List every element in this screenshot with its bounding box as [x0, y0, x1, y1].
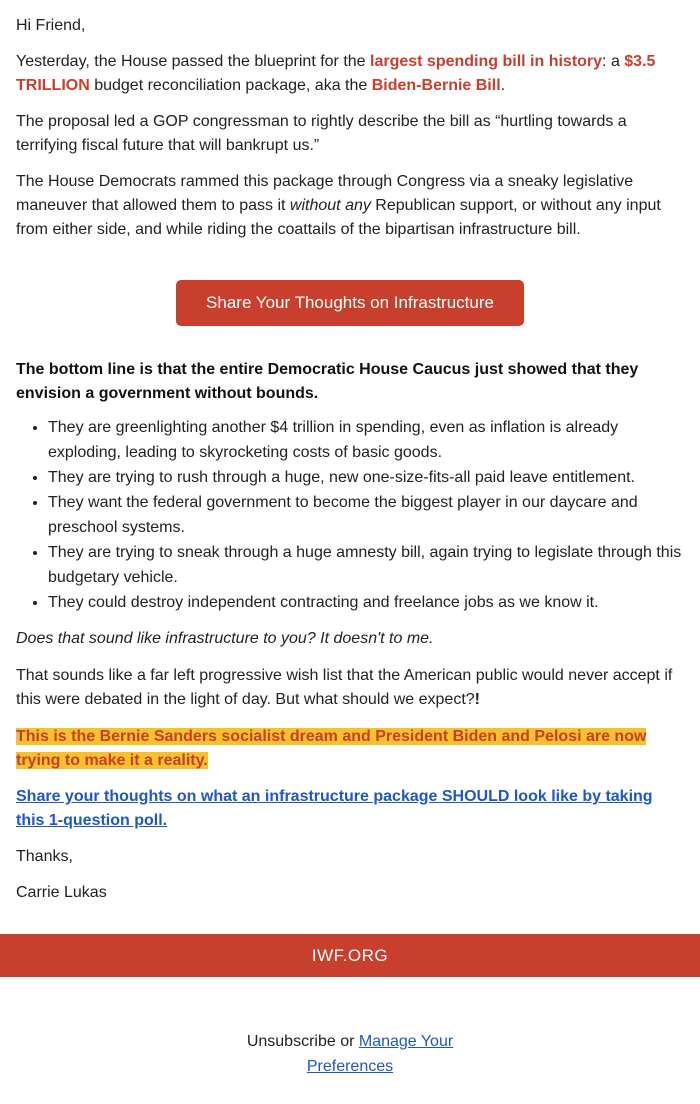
unsubscribe-section — [0, 1029, 700, 1079]
largest-spending-highlight: largest spending bill in history — [370, 53, 603, 70]
signature: Carrie Lukas — [16, 884, 107, 901]
unsubscribe-link[interactable]: Unsubscribe — [246, 1033, 336, 1050]
list-item: • They are trying to rush through a huge, new one-size-fits-all paid leave entitlement. — [48, 465, 684, 490]
list-item: • They are greenlighting another $4 trillion in spending, even as inflation is already exploding, leading to skyrocketing costs of basic goods. — [48, 415, 684, 465]
trillion-highlight: $3.5 TRILLION — [16, 53, 656, 94]
bottom-line-heading: The bottom line is that the entire Democratic House Caucus just showed that they envision a government without bounds. — [16, 361, 639, 402]
wishlist-paragraph — [16, 664, 684, 712]
intro-text-2: : a — [602, 53, 625, 70]
site-link[interactable]: IWF.ORG — [311, 946, 389, 965]
thanks-text: Thanks, — [16, 848, 73, 865]
footer-banner — [0, 934, 700, 977]
intro-text-4: . — [500, 77, 506, 94]
biden-bernie-highlight: Biden-Bernie Bill — [371, 77, 501, 94]
share-thoughts-button[interactable]: Share Your Thoughts on Infrastructure — [176, 280, 524, 326]
socialist-dream-paragraph — [16, 725, 684, 773]
intro-paragraph — [16, 50, 684, 98]
manage-preferences-link[interactable]: Manage Your Preferences — [306, 1033, 454, 1075]
poll-link[interactable]: Share your thoughts on what an infrastructure package SHOULD look like by taking this 1-question poll. — [16, 788, 653, 829]
unsubscribe-or: or — [335, 1033, 359, 1050]
list-item: • They want the federal government to become the biggest player in our daycare and preschool systems. — [48, 490, 684, 540]
democrats-text-2: Republican support, or without any input from either side, and while riding the coattails of the bipartisan infrastructure bill. — [16, 197, 661, 238]
gop-quote-paragraph: The proposal led a GOP congressman to rightly describe the bill as “hurtling towards a terrifying fiscal future that will bankrupt us.” — [16, 113, 627, 154]
cta-container — [16, 280, 684, 326]
socialist-dream-highlight: This is the Bernie Sanders socialist dream and President Biden and Pelosi are now trying to make it a reality. — [16, 728, 647, 769]
list-item: • They are trying to sneak through a huge amnesty bill, again trying to legislate through this budgetary vehicle. — [48, 540, 684, 590]
list-item: • They could destroy independent contracting and freelance jobs as we know it. — [48, 590, 684, 615]
greeting: Hi Friend, — [16, 17, 86, 34]
poll-paragraph — [16, 785, 684, 833]
wishlist-exclamation: ! — [474, 691, 480, 708]
without-any-emphasis: without any — [289, 197, 371, 214]
democrats-text-1: The House Democrats rammed this package through Congress via a sneaky legislative maneuver that allowed them to pass it — [16, 173, 634, 214]
intro-text-1: Yesterday, the House passed the blueprint for the — [16, 53, 371, 70]
democrats-paragraph — [16, 170, 684, 242]
wishlist-text: That sounds like a far left progressive wish list that the American public would never accept if this were debated in the light of day. But what should we expect? — [16, 667, 673, 708]
bullet-list — [16, 415, 684, 615]
intro-text-3: budget reconciliation package, aka the — [89, 77, 372, 94]
infrastructure-question: Does that sound like infrastructure to you? It doesn't to me. — [16, 630, 434, 647]
